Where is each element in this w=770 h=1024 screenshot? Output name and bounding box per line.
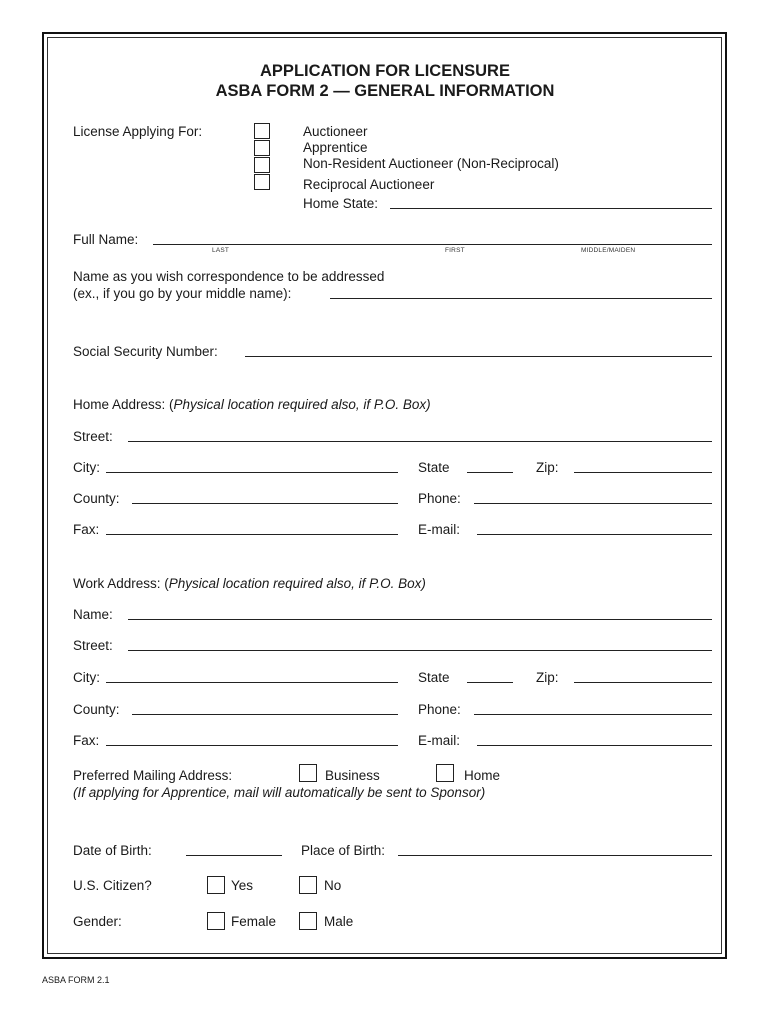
work-street-field[interactable] [128,650,712,651]
home-street-field[interactable] [128,441,712,442]
home-state-label: Home State: [303,196,379,211]
form-subtitle: ASBA FORM 2 — GENERAL INFORMATION [215,82,555,100]
citizen-label: U.S. Citizen? [73,878,152,893]
home-email-label: E-mail: [418,522,461,537]
checkbox-reciprocal[interactable] [254,174,270,190]
home-state-field[interactable] [390,208,712,209]
option-reciprocal: Reciprocal Auctioneer [303,177,435,192]
home-city-label: City: [73,460,100,475]
home-zip-field[interactable] [574,472,712,473]
full-name-sub-first: FIRST [445,247,465,254]
work-email-field[interactable] [477,745,712,746]
home-address-heading: Home Address: (Physical location required also, if P.O. Box) [73,397,431,412]
home-email-field[interactable] [477,534,712,535]
checkbox-citizen-no[interactable] [299,876,317,894]
work-street-label: Street: [73,638,113,653]
work-zip-label: Zip: [536,670,559,685]
home-state-input[interactable] [467,472,513,473]
checkbox-gender-female[interactable] [207,912,225,930]
home-phone-label: Phone: [418,491,461,506]
home-phone-field[interactable] [474,503,712,504]
checkbox-non-resident[interactable] [254,157,270,173]
full-name-field[interactable] [153,244,712,245]
home-street-label: Street: [73,429,113,444]
license-label: License Applying For: [73,124,203,139]
option-apprentice: Apprentice [303,140,368,155]
pob-label: Place of Birth: [301,843,386,858]
citizen-no-label: No [324,878,342,893]
work-name-label: Name: [73,607,113,622]
pob-field[interactable] [398,855,712,856]
dob-field[interactable] [186,855,282,856]
work-fax-field[interactable] [106,745,398,746]
home-fax-field[interactable] [106,534,398,535]
correspondence-field[interactable] [330,298,712,299]
gender-male-label: Male [324,914,354,929]
home-state-field-label: State [418,460,450,475]
mailing-label: Preferred Mailing Address: [73,768,233,783]
work-name-field[interactable] [128,619,712,620]
work-address-heading: Work Address: (Physical location required also, if P.O. Box) [73,576,426,591]
work-city-field[interactable] [106,682,398,683]
gender-female-label: Female [231,914,277,929]
mailing-business-label: Business [325,768,380,783]
ssn-field[interactable] [245,356,712,357]
full-name-label: Full Name: [73,232,139,247]
home-city-field[interactable] [106,472,398,473]
work-county-label: County: [73,702,120,717]
home-zip-label: Zip: [536,460,559,475]
citizen-yes-label: Yes [231,878,254,893]
checkbox-apprentice[interactable] [254,140,270,156]
form-inner-border [47,37,722,954]
checkbox-gender-male[interactable] [299,912,317,930]
home-county-label: County: [73,491,120,506]
checkbox-citizen-yes[interactable] [207,876,225,894]
ssn-label: Social Security Number: [73,344,218,359]
home-fax-label: Fax: [73,522,100,537]
full-name-sub-middle: MIDDLE/MAIDEN [581,247,636,254]
full-name-sub-last: LAST [212,247,230,254]
work-email-label: E-mail: [418,733,461,748]
gender-label: Gender: [73,914,122,929]
option-non-resident: Non-Resident Auctioneer (Non-Reciprocal) [303,156,559,171]
home-county-field[interactable] [132,503,398,504]
mailing-home-label: Home [464,768,501,783]
correspondence-label-1: Name as you wish correspondence to be addressed [73,269,385,284]
checkbox-auctioneer[interactable] [254,123,270,139]
work-phone-field[interactable] [474,714,712,715]
form-title: APPLICATION FOR LICENSURE [260,62,510,80]
work-zip-field[interactable] [574,682,712,683]
work-state-field[interactable] [467,682,513,683]
work-city-label: City: [73,670,100,685]
work-phone-label: Phone: [418,702,461,717]
form-footer-id: ASBA FORM 2.1 [42,975,110,985]
correspondence-label-2: (ex., if you go by your middle name): [73,286,292,301]
checkbox-mailing-home[interactable] [436,764,454,782]
option-auctioneer: Auctioneer [303,124,368,139]
work-state-label: State [418,670,450,685]
dob-label: Date of Birth: [73,843,152,858]
work-county-field[interactable] [132,714,398,715]
checkbox-mailing-business[interactable] [299,764,317,782]
mailing-note: (If applying for Apprentice, mail will automatically be sent to Sponsor) [73,785,486,800]
work-fax-label: Fax: [73,733,100,748]
